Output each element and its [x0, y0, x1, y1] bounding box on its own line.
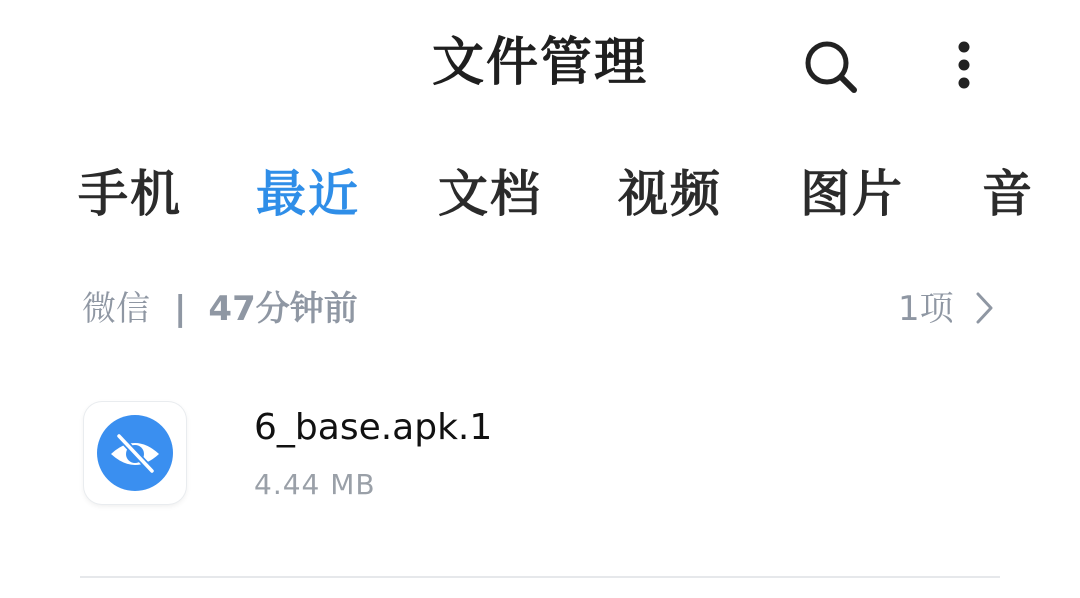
more-vert-icon [940, 34, 988, 98]
chevron-right-icon [974, 291, 996, 325]
group-source: 微信 [82, 289, 150, 329]
tab-phone[interactable]: 手机 [78, 165, 182, 223]
more-options-button[interactable] [940, 34, 988, 98]
tab-images[interactable]: 图片 [800, 165, 904, 223]
tab-audio[interactable]: 音 [982, 165, 1034, 223]
tab-documents[interactable]: 文档 [438, 165, 542, 223]
search-icon [798, 34, 862, 98]
search-button[interactable] [798, 34, 862, 98]
tab-recent[interactable]: 最近 [256, 165, 360, 223]
group-separator: | [174, 289, 187, 329]
group-count-link[interactable] [898, 284, 996, 334]
group-header [82, 284, 358, 334]
file-name: 6_base.apk.1 [254, 407, 493, 448]
category-tabs [0, 158, 1034, 234]
group-time: 47分钟前 [208, 289, 358, 329]
group-count: 1项 [898, 289, 954, 329]
file-size: 4.44 MB [254, 468, 376, 501]
page-title: 文件管理 [431, 33, 648, 93]
file-thumbnail [84, 402, 186, 504]
file-list-item[interactable] [80, 398, 1000, 510]
tab-videos[interactable]: 视频 [618, 165, 722, 223]
list-divider [80, 576, 1000, 578]
eye-off-icon [84, 402, 186, 504]
